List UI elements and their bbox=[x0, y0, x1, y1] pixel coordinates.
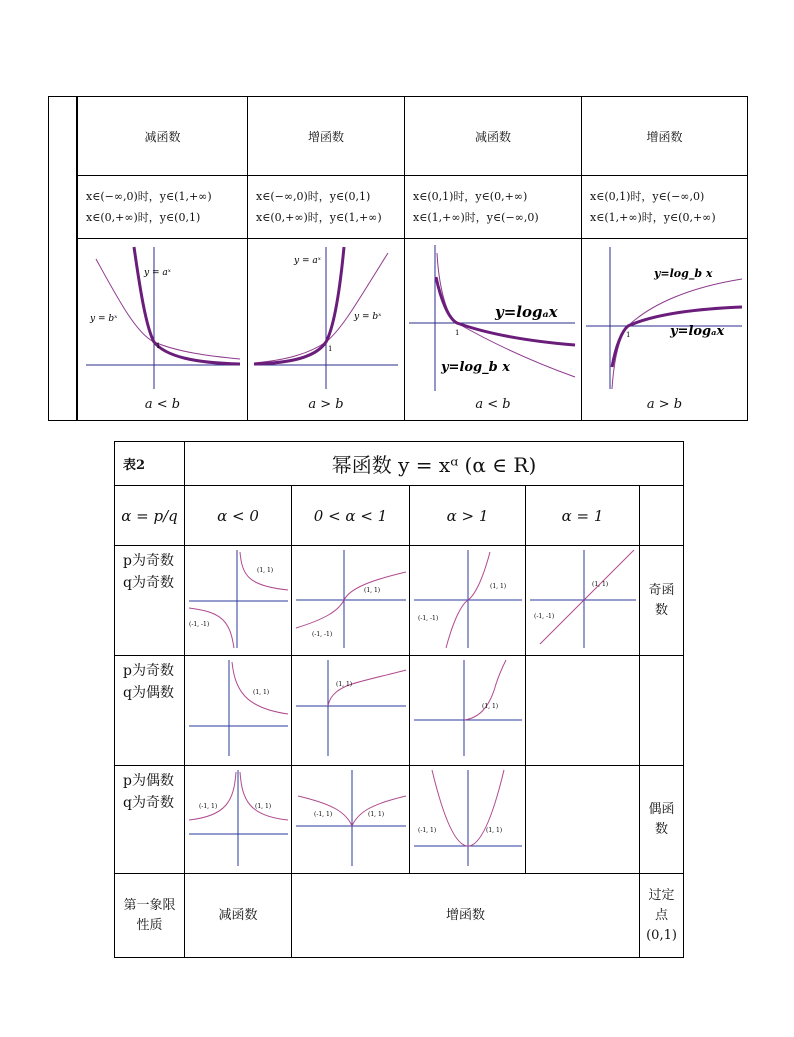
graph-odd-even-gt1 bbox=[410, 656, 526, 761]
graph-even-odd-frac bbox=[292, 766, 410, 869]
one-tick-label: 1 bbox=[455, 329, 460, 337]
graph-cell bbox=[410, 546, 526, 656]
point-label: (1, 1) bbox=[490, 583, 507, 590]
graph-even-odd-gt1 bbox=[410, 766, 526, 869]
row-label: p为奇数 q为偶数 bbox=[115, 656, 185, 766]
point-label: (-1, -1) bbox=[189, 621, 210, 628]
graph-cell bbox=[185, 546, 292, 656]
point-label: (1, 1) bbox=[364, 587, 381, 594]
curve-label-b: y=log_b x bbox=[654, 267, 713, 280]
graph-cell bbox=[292, 656, 410, 766]
graph-caption: a < b bbox=[144, 397, 181, 412]
column-header: α = 1 bbox=[526, 486, 640, 546]
power-function-table bbox=[114, 441, 684, 958]
point-label: (-1, -1) bbox=[534, 613, 555, 620]
range-cell: x∈(−∞,0)时，y∈(1,+∞) x∈(0,+∞)时，y∈(0,1) bbox=[78, 176, 248, 239]
graph-even-odd-neg bbox=[185, 766, 292, 869]
exp-decreasing-graph bbox=[78, 239, 248, 420]
graph-odd-even-frac bbox=[292, 656, 410, 761]
graph-cell bbox=[582, 239, 748, 421]
table-title: 幂函数 y = xᵅ (α ∈ R) bbox=[185, 442, 684, 486]
curve-label-b: y = bˣ bbox=[354, 312, 382, 322]
point-label: (1, 1) bbox=[368, 811, 385, 818]
graph-cell bbox=[185, 656, 292, 766]
point-label: (-1, -1) bbox=[418, 615, 439, 622]
curve-label-b: y=log_b x bbox=[441, 360, 511, 375]
point-label: (1, 1) bbox=[592, 581, 609, 588]
curve-label-b: y = bˣ bbox=[90, 314, 118, 324]
curve bbox=[328, 670, 406, 706]
graph-odd-odd-neg bbox=[185, 546, 292, 651]
fixed-point-cell: 过定 点 (0,1) bbox=[640, 874, 684, 958]
graph-caption: a > b bbox=[646, 397, 683, 412]
one-tick-label: 1 bbox=[156, 342, 161, 350]
curve bbox=[240, 772, 288, 820]
empty-cell bbox=[640, 486, 684, 546]
curve-label-a: y = aˣ bbox=[294, 256, 321, 266]
graph-cell bbox=[526, 546, 640, 656]
graph-caption: a < b bbox=[475, 397, 511, 412]
log-increasing-graph bbox=[582, 239, 748, 420]
point-label: (-1, 1) bbox=[314, 811, 333, 818]
graph-cell bbox=[405, 239, 582, 421]
curve-label-a: y = aˣ bbox=[144, 268, 171, 278]
quadrant-label: 第一象限 性质 bbox=[115, 874, 185, 958]
graph-cell bbox=[292, 766, 410, 874]
range-cell: x∈(0,1)时，y∈(0,+∞) x∈(1,+∞)时，y∈(−∞,0) bbox=[405, 176, 582, 239]
alpha-header: α = p/q bbox=[115, 486, 185, 546]
graph-odd-odd-frac bbox=[292, 546, 410, 651]
decreasing-cell: 减函数 bbox=[185, 874, 292, 958]
graph-odd-odd-eq1 bbox=[526, 546, 640, 651]
graph-cell bbox=[410, 656, 526, 766]
parity-cell: 偶函 数 bbox=[640, 766, 684, 874]
curve-a bbox=[134, 247, 240, 364]
curve bbox=[232, 662, 288, 714]
point-label: (1, 1) bbox=[255, 803, 272, 810]
graph-odd-odd-gt1 bbox=[410, 546, 526, 651]
point-label: (1, 1) bbox=[336, 681, 353, 688]
monotonicity-cell: 减函数 bbox=[78, 97, 248, 176]
exp-increasing-graph bbox=[248, 239, 405, 420]
curve-label-a: y=logₐx bbox=[495, 303, 558, 321]
graph-cell bbox=[78, 239, 248, 421]
graph-odd-even-neg bbox=[185, 656, 292, 761]
point-label: (1, 1) bbox=[482, 703, 499, 710]
parity-cell: 奇函 数 bbox=[640, 546, 684, 656]
graph-cell bbox=[248, 239, 405, 421]
log-decreasing-graph bbox=[405, 239, 582, 420]
empty-cell bbox=[526, 656, 640, 766]
curve-label-a: y=logₐx bbox=[670, 324, 725, 339]
monotonicity-cell: 增函数 bbox=[248, 97, 405, 176]
parity-cell bbox=[640, 656, 684, 766]
graph-cell bbox=[292, 546, 410, 656]
point-label: (-1, -1) bbox=[312, 631, 333, 638]
graph-cell bbox=[410, 766, 526, 874]
exp-log-table bbox=[48, 96, 748, 421]
curve bbox=[464, 660, 506, 720]
increasing-cell: 增函数 bbox=[292, 874, 640, 958]
column-header: 0 < α < 1 bbox=[292, 486, 410, 546]
point-label: (1, 1) bbox=[486, 827, 503, 834]
graph-caption: a > b bbox=[308, 397, 344, 412]
range-cell: x∈(−∞,0)时，y∈(0,1) x∈(0,+∞)时，y∈(1,+∞) bbox=[248, 176, 405, 239]
empty-cell bbox=[526, 766, 640, 874]
one-tick-label: 1 bbox=[328, 345, 333, 353]
one-tick-label: 1 bbox=[626, 331, 631, 339]
point-label: (1, 1) bbox=[253, 689, 270, 696]
row-label: p为奇数 q为奇数 bbox=[115, 546, 185, 656]
monotonicity-cell: 减函数 bbox=[405, 97, 582, 176]
curve bbox=[189, 772, 236, 820]
graph-cell bbox=[185, 766, 292, 874]
table-label: 表2 bbox=[115, 442, 185, 486]
column-header: α < 0 bbox=[185, 486, 292, 546]
curve bbox=[189, 608, 234, 648]
point-label: (-1, 1) bbox=[199, 803, 218, 810]
left-margin-cell bbox=[49, 97, 78, 421]
column-header: α > 1 bbox=[410, 486, 526, 546]
monotonicity-cell: 增函数 bbox=[582, 97, 748, 176]
point-label: (-1, 1) bbox=[418, 827, 437, 834]
range-cell: x∈(0,1)时，y∈(−∞,0) x∈(1,+∞)时，y∈(0,+∞) bbox=[582, 176, 748, 239]
row-label: p为偶数 q为奇数 bbox=[115, 766, 185, 874]
curve bbox=[540, 550, 634, 644]
point-label: (1, 1) bbox=[257, 567, 274, 574]
